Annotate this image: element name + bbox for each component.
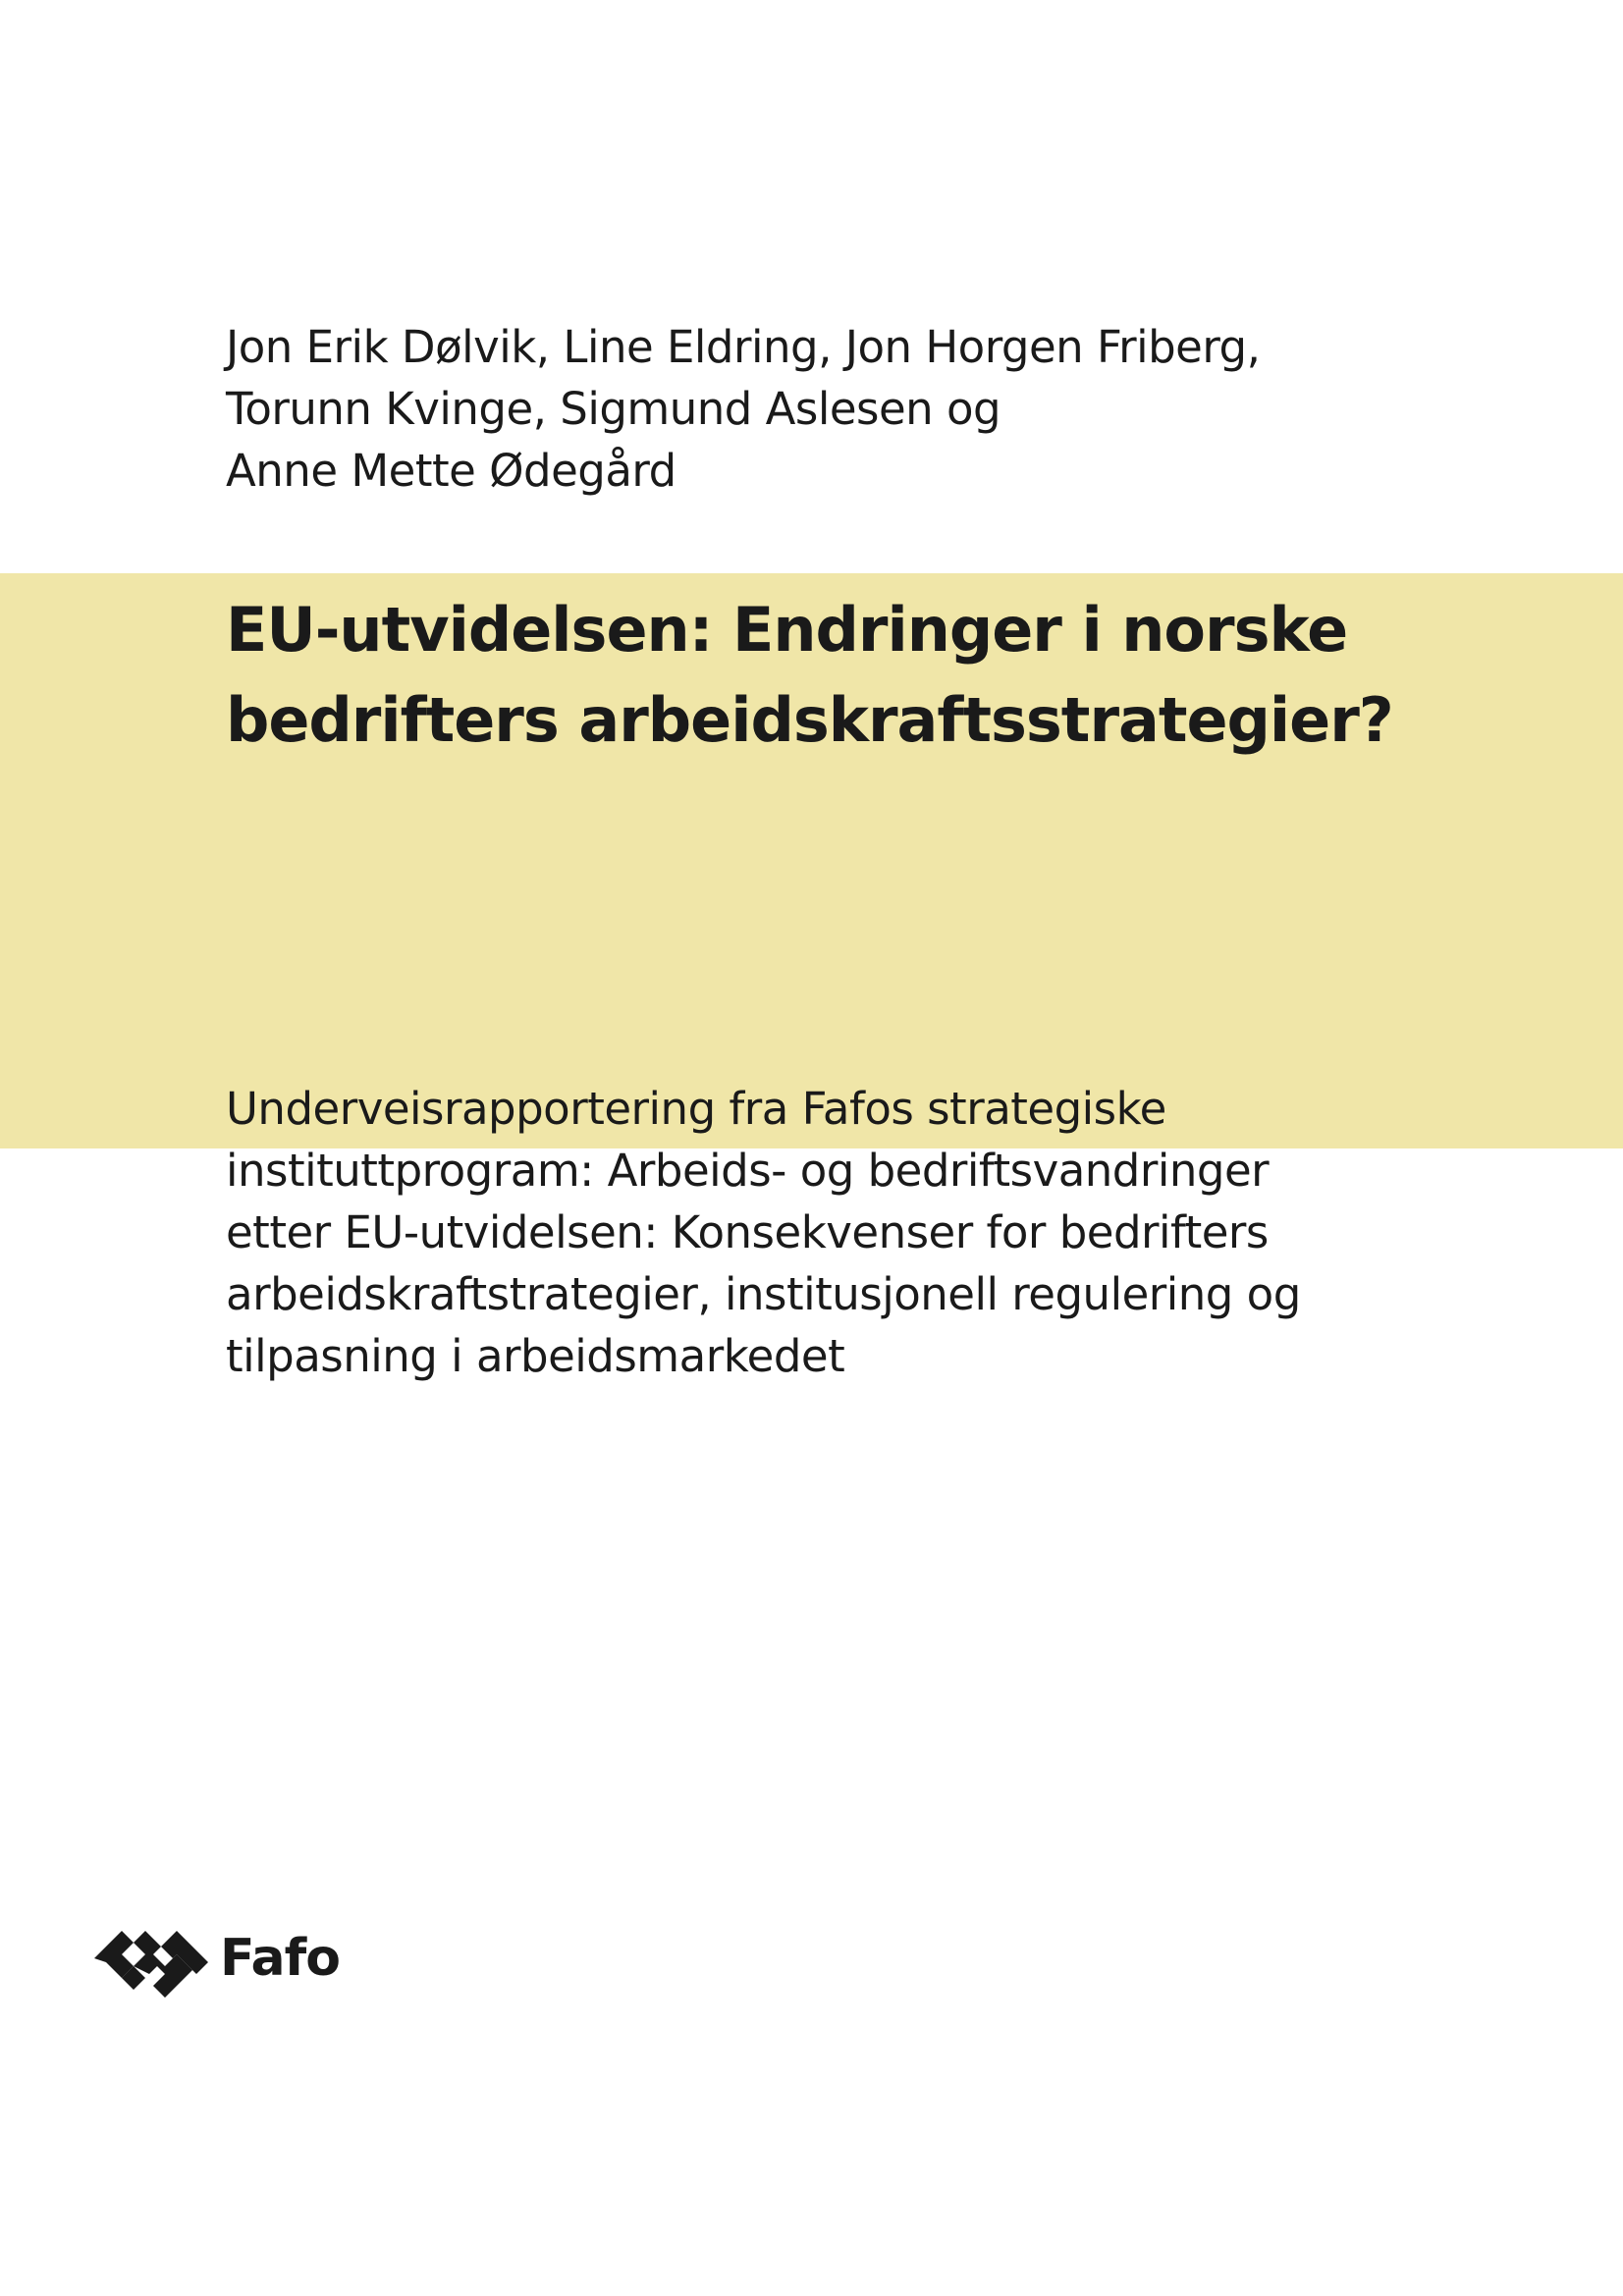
subtitle-line-1: Underveisrapportering fra Fafos strategiske [226,1083,1166,1135]
publisher-logo [94,1919,369,2007]
subtitle-line-5: tilpasning i arbeidsmarkedet [226,1330,845,1382]
author-line-3: Anne Mette Ødegård [226,445,676,497]
publisher-name: Fafo [220,1929,340,1988]
report-title [226,585,1581,766]
author-list [226,316,1502,502]
subtitle-line-2: instituttprogram: Arbeids- og bedriftsvandringer [226,1145,1270,1197]
subtitle-line-4: arbeidskraftstrategier, institusjonell regulering og [226,1268,1301,1320]
author-line-1: Jon Erik Dølvik, Line Eldring, Jon Horgen Friberg, [226,321,1261,373]
title-line-1: EU-utvidelsen: Endringer i norske [226,594,1348,666]
author-line-2: Torunn Kvinge, Sigmund Aslesen og [226,383,1001,435]
fafo-logo-icon [94,1919,212,1998]
subtitle-line-3: etter EU-utvidelsen: Konsekvenser for bedrifters [226,1206,1269,1258]
title-line-2: bedrifters arbeidskraftsstrategier? [226,684,1393,756]
report-subtitle [226,1078,1581,1387]
